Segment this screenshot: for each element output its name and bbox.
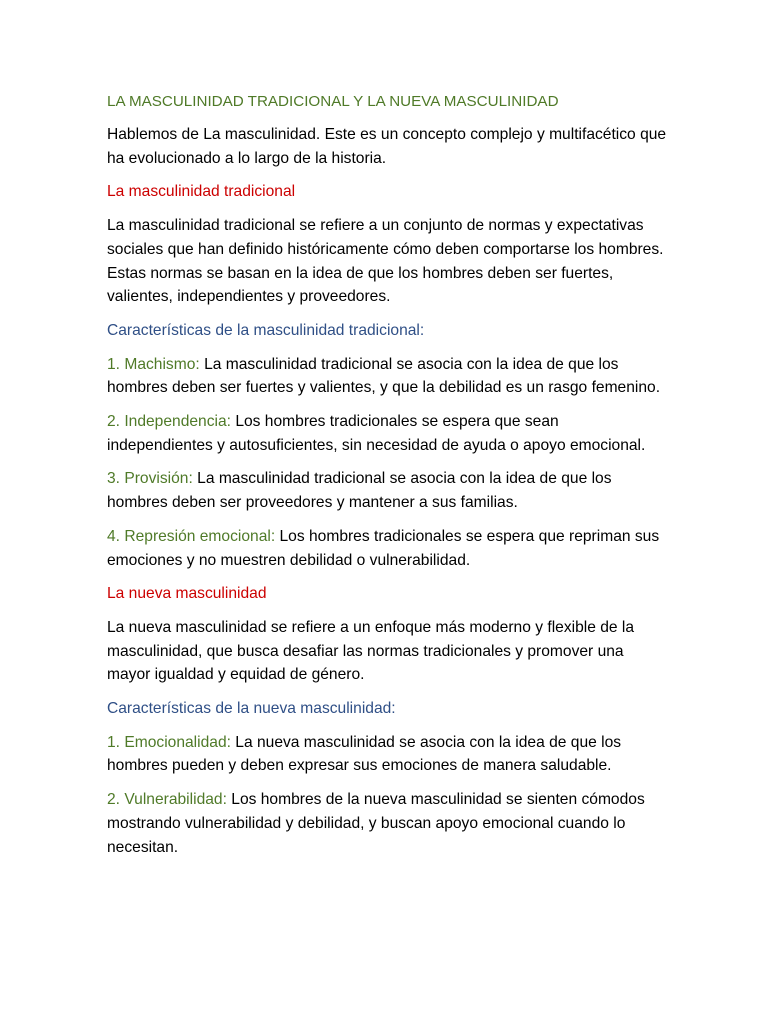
list-item-text: Los hombres tradicionales se espera que repriman sus emociones y no muestren debilidad o vulnerabilidad. xyxy=(107,527,660,569)
list-item-label: 3. Provisión: xyxy=(107,470,193,488)
list-item-label: 2. Vulnerabilidad: xyxy=(107,791,227,809)
document-page xyxy=(107,90,667,869)
section-body-new: La nueva masculinidad se refiere a un enfoque más moderno y flexible de la masculinidad, que busca desafiar las normas tradicionales y promover una mayor igualdad y equidad de género. xyxy=(107,618,635,684)
list-item xyxy=(107,788,667,859)
list-item-label: 4. Represión emocional: xyxy=(107,527,276,545)
list-item-text: Los hombres de la nueva masculinidad se sienten cómodos mostrando vulnerabilidad y debilidad, y buscan apoyo emocional cuando lo necesitan. xyxy=(107,791,645,856)
list-item-label: 1. Emocionalidad: xyxy=(107,733,231,751)
document-title: LA MASCULINIDAD TRADICIONAL Y LA NUEVA MASCULINIDAD xyxy=(107,93,559,110)
list-item-text: La nueva masculinidad se asocia con la idea de que los hombres pueden y deben expresar sus emociones de manera saludable. xyxy=(107,733,622,775)
subheading-new-characteristics: Características de la nueva masculinidad: xyxy=(107,700,396,718)
list-item xyxy=(107,731,667,778)
list-item xyxy=(107,353,667,400)
section-heading-traditional: La masculinidad tradicional xyxy=(107,183,296,201)
list-item xyxy=(107,525,667,572)
list-item-text: La masculinidad tradicional se asocia con la idea de que los hombres deben ser fuertes y valientes, y que la debilidad es un rasgo femenino. xyxy=(107,355,661,397)
list-item-label: 1. Machismo: xyxy=(107,355,200,373)
list-item-label: 2. Independencia: xyxy=(107,413,231,431)
list-item xyxy=(107,467,667,514)
list-item-text: Los hombres tradicionales se espera que sean independientes y autosuficientes, sin necesidad de ayuda o apoyo emocional. xyxy=(107,413,646,454)
list-item-text: La masculinidad tradicional se asocia con la idea de que los hombres deben ser proveedores y mantener a sus familias. xyxy=(107,470,612,512)
section-body-traditional: La masculinidad tradicional se refiere a un conjunto de normas y expectativas sociales que han definido históricamente cómo deben comportarse los hombres. Estas normas se basan en la idea de que los hombres deben ser fuertes, valientes, independientes y proveedores. xyxy=(107,217,664,306)
subheading-traditional-characteristics: Características de la masculinidad tradicional: xyxy=(107,321,425,339)
list-item xyxy=(107,410,667,457)
intro-paragraph: Hablemos de La masculinidad. Este es un concepto complejo y multifacético que ha evolucionado a lo largo de la historia. xyxy=(107,126,667,167)
section-heading-new: La nueva masculinidad xyxy=(107,585,267,603)
